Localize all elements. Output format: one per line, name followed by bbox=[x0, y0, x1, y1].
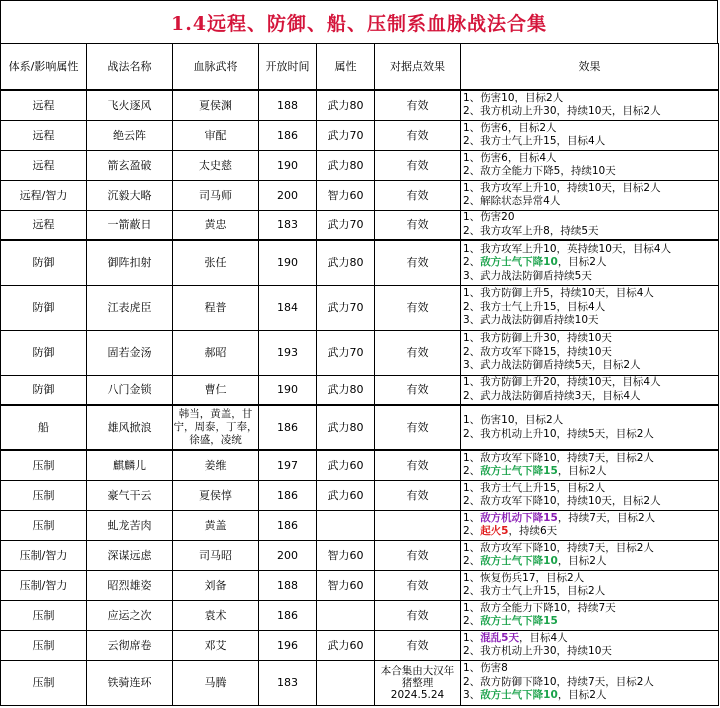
general-cell: 郝昭 bbox=[173, 330, 259, 375]
fort-effect-cell: 有效 bbox=[375, 480, 461, 510]
system-cell: 防御 bbox=[1, 330, 87, 375]
effect-line bbox=[463, 376, 718, 390]
open-time-cell: 184 bbox=[259, 285, 317, 330]
general-cell: 司马昭 bbox=[173, 540, 259, 570]
effect-line bbox=[463, 332, 718, 346]
effect-line bbox=[463, 645, 718, 659]
tactic-name-cell: 御阵扣射 bbox=[87, 240, 173, 285]
tactic-name-cell: 雄风掀浪 bbox=[87, 405, 173, 450]
effect-text: 1、我方攻军上升10，英持续10天，目标4人 bbox=[463, 242, 672, 255]
system-cell: 压制 bbox=[1, 480, 87, 510]
fort-effect-cell: 有效 bbox=[375, 570, 461, 600]
effect-highlight: 起火5 bbox=[480, 525, 509, 537]
attribute-cell: 武力60 bbox=[317, 480, 375, 510]
tactic-name-cell: 昭烈雄姿 bbox=[87, 570, 173, 600]
effect-text: 2、敌方攻军下降15，持续10天 bbox=[463, 345, 612, 358]
system-cell: 防御 bbox=[1, 285, 87, 330]
effect-text: 1、伤害20 bbox=[463, 211, 515, 224]
effect-line bbox=[463, 301, 718, 315]
system-cell: 防御 bbox=[1, 240, 87, 285]
table-row bbox=[1, 120, 719, 150]
effect-text: 3、 bbox=[463, 689, 481, 702]
table-row bbox=[1, 540, 719, 570]
table-row bbox=[1, 510, 719, 540]
effect-cell bbox=[461, 330, 719, 375]
effect-text: 1、伤害10，目标2人 bbox=[463, 414, 564, 426]
general-cell: 刘备 bbox=[173, 570, 259, 600]
table-row bbox=[1, 630, 719, 660]
table-row bbox=[1, 285, 719, 330]
fort-effect-cell bbox=[375, 510, 461, 540]
table-body bbox=[1, 90, 719, 705]
fort-effect-cell: 有效 bbox=[375, 450, 461, 480]
fort-effect-cell: 有效 bbox=[375, 90, 461, 120]
effect-text: 2、解除状态异常4人 bbox=[463, 195, 561, 207]
tactic-name-cell: 江表虎臣 bbox=[87, 285, 173, 330]
effect-cell bbox=[461, 540, 719, 570]
open-time-cell: 190 bbox=[259, 150, 317, 180]
fort-effect-cell: 有效 bbox=[375, 240, 461, 285]
effect-highlight: 敌方士气下降10 bbox=[480, 555, 558, 567]
system-cell: 远程 bbox=[1, 90, 87, 120]
fort-effect-cell: 有效 bbox=[375, 120, 461, 150]
effect-highlight: 敌方士气下降15 bbox=[480, 615, 558, 627]
system-cell: 压制 bbox=[1, 600, 87, 630]
effect-line bbox=[463, 662, 718, 676]
effect-highlight: 敌方士气下降10 bbox=[480, 689, 558, 702]
effect-line bbox=[463, 465, 718, 479]
general-cell: 审配 bbox=[173, 120, 259, 150]
effect-text: 1、 bbox=[463, 631, 481, 644]
general-cell: 太史慈 bbox=[173, 150, 259, 180]
fort-effect-cell: 有效 bbox=[375, 150, 461, 180]
general-cell: 程普 bbox=[173, 285, 259, 330]
tactic-name-cell: 云彻席卷 bbox=[87, 630, 173, 660]
fort-effect-cell: 有效 bbox=[375, 330, 461, 375]
effect-line bbox=[463, 314, 718, 328]
effect-text: 2、我方机动上升30，持续10天 bbox=[463, 645, 612, 657]
effect-text: 1、我方防御上升20，持续10天，目标4人 bbox=[463, 376, 661, 389]
effect-cell bbox=[461, 285, 719, 330]
general-cell: 曹仁 bbox=[173, 375, 259, 405]
system-cell: 压制 bbox=[1, 660, 87, 705]
system-cell: 压制 bbox=[1, 450, 87, 480]
system-cell: 压制 bbox=[1, 630, 87, 660]
general-cell: 马腾 bbox=[173, 660, 259, 705]
fort-effect-cell: 有效 bbox=[375, 630, 461, 660]
fort-effect-cell: 有效 bbox=[375, 375, 461, 405]
attribute-cell: 智力60 bbox=[317, 180, 375, 210]
effect-cell bbox=[461, 600, 719, 630]
effect-line bbox=[463, 414, 718, 428]
attribute-cell: 武力80 bbox=[317, 240, 375, 285]
effect-text: 2、我方士气上升15，目标4人 bbox=[463, 135, 606, 147]
open-time-cell: 186 bbox=[259, 480, 317, 510]
header-general: 血脉武将 bbox=[173, 44, 259, 91]
effect-text: 2、我方士气上升15，目标4人 bbox=[463, 300, 606, 313]
open-time-cell: 183 bbox=[259, 660, 317, 705]
general-cell: 夏侯惇 bbox=[173, 480, 259, 510]
general-cell: 黄忠 bbox=[173, 210, 259, 240]
tactic-name-cell: 虬龙苦肉 bbox=[87, 510, 173, 540]
effect-text: 2、敌方防御下降10，持续7天，目标2人 bbox=[463, 675, 654, 688]
effect-line bbox=[463, 152, 718, 166]
system-cell: 压制 bbox=[1, 510, 87, 540]
table-row bbox=[1, 375, 719, 405]
effect-line bbox=[463, 105, 718, 119]
effect-line bbox=[463, 225, 718, 239]
effect-text: 1、 bbox=[463, 511, 481, 524]
effect-cell bbox=[461, 405, 719, 450]
attribute-cell: 武力80 bbox=[317, 375, 375, 405]
header-row bbox=[1, 44, 719, 91]
table-row bbox=[1, 180, 719, 210]
effect-cell bbox=[461, 375, 719, 405]
effect-text: 2、 bbox=[463, 555, 481, 567]
effect-text: ，持续7天，目标2人 bbox=[557, 511, 656, 524]
effect-line bbox=[463, 182, 718, 196]
effect-line bbox=[463, 256, 718, 270]
effect-line bbox=[463, 585, 718, 599]
effect-line bbox=[463, 689, 718, 703]
system-cell: 压制/智力 bbox=[1, 540, 87, 570]
attribute-cell: 武力80 bbox=[317, 90, 375, 120]
effect-cell bbox=[461, 120, 719, 150]
table-row bbox=[1, 480, 719, 510]
effect-text: 1、伤害6，目标2人 bbox=[463, 121, 557, 134]
effect-cell bbox=[461, 480, 719, 510]
table-row bbox=[1, 450, 719, 480]
open-time-cell: 190 bbox=[259, 240, 317, 285]
effect-text: 2、我方攻军上升8，持续5天 bbox=[463, 224, 599, 237]
effect-text: 1、我方士气上升15，目标2人 bbox=[463, 481, 606, 494]
open-time-cell: 186 bbox=[259, 600, 317, 630]
tactic-name-cell: 飞火逐风 bbox=[87, 90, 173, 120]
effect-text: 2、我方机动上升30，持续10天，目标2人 bbox=[463, 105, 661, 118]
attribute-cell: 智力60 bbox=[317, 540, 375, 570]
open-time-cell: 186 bbox=[259, 510, 317, 540]
effect-text: 3、武力战法防御盾持续5天，目标2人 bbox=[463, 359, 641, 372]
table-row bbox=[1, 570, 719, 600]
tactic-name-cell: 应运之次 bbox=[87, 600, 173, 630]
effect-line bbox=[463, 92, 718, 106]
sheet-title: 1.4远程、防御、船、压制系血脉战法合集 bbox=[0, 0, 718, 43]
effect-line bbox=[463, 482, 718, 496]
effect-cell bbox=[461, 450, 719, 480]
tactic-name-cell: 固若金汤 bbox=[87, 330, 173, 375]
effect-line bbox=[463, 542, 718, 556]
effect-line bbox=[463, 287, 718, 301]
general-cell: 韩当，黄盖，甘宁，周泰，丁奉，徐盛，凌统 bbox=[173, 405, 259, 450]
effect-highlight: 敌方士气下降15 bbox=[480, 465, 558, 478]
table-row bbox=[1, 150, 719, 180]
effect-line bbox=[463, 165, 718, 179]
attribute-cell: 武力70 bbox=[317, 330, 375, 375]
tactic-name-cell: 沉毅大略 bbox=[87, 180, 173, 210]
effect-text: 2、 bbox=[463, 256, 481, 268]
effect-line bbox=[463, 211, 718, 225]
effect-line bbox=[463, 602, 718, 616]
attribute-cell bbox=[317, 600, 375, 630]
open-time-cell: 186 bbox=[259, 405, 317, 450]
table-row bbox=[1, 660, 719, 705]
open-time-cell: 188 bbox=[259, 90, 317, 120]
effect-line bbox=[463, 495, 718, 509]
table-row bbox=[1, 210, 719, 240]
tactics-table bbox=[0, 43, 719, 706]
effect-text: 1、敌方攻军下降10，持续7天，目标2人 bbox=[463, 451, 654, 464]
effect-text: 2、 bbox=[463, 525, 481, 537]
effect-line bbox=[463, 346, 718, 360]
table-row bbox=[1, 405, 719, 450]
effect-text: 1、敌方攻军下降10，持续7天，目标2人 bbox=[463, 541, 654, 554]
general-cell: 黄盖 bbox=[173, 510, 259, 540]
header-effect: 效果 bbox=[461, 44, 719, 91]
effect-text: 2、武力战法防御盾持续3天，目标4人 bbox=[463, 389, 641, 402]
effect-line bbox=[463, 122, 718, 136]
fort-effect-cell: 有效 bbox=[375, 180, 461, 210]
effect-text: 2、敌方攻军下降10，持续10天，目标2人 bbox=[463, 495, 661, 507]
effect-text: ，目标4人 bbox=[519, 631, 568, 644]
effect-cell bbox=[461, 150, 719, 180]
effect-highlight: 敌方机动下降15 bbox=[480, 511, 558, 524]
effect-line bbox=[463, 359, 718, 373]
effect-line bbox=[463, 555, 718, 569]
open-time-cell: 190 bbox=[259, 375, 317, 405]
system-cell: 远程 bbox=[1, 120, 87, 150]
table-row bbox=[1, 330, 719, 375]
effect-text: 1、恢复伤兵17，目标2人 bbox=[463, 571, 585, 584]
effect-text: 2、 bbox=[463, 465, 481, 478]
effect-line bbox=[463, 676, 718, 690]
effect-line bbox=[463, 452, 718, 466]
effect-highlight: 敌方士气下降10 bbox=[480, 256, 558, 268]
open-time-cell: 196 bbox=[259, 630, 317, 660]
header-system: 体系/影响属性 bbox=[1, 44, 87, 91]
fort-effect-cell: 有效 bbox=[375, 405, 461, 450]
attribute-cell bbox=[317, 510, 375, 540]
effect-text: ，目标2人 bbox=[557, 465, 607, 478]
effect-line bbox=[463, 135, 718, 149]
effect-line bbox=[463, 390, 718, 404]
effect-line bbox=[463, 615, 718, 629]
system-cell: 远程/智力 bbox=[1, 180, 87, 210]
attribute-cell: 武力80 bbox=[317, 150, 375, 180]
effect-text: 1、敌方全能力下降10，持续7天 bbox=[463, 601, 616, 614]
effect-text: 1、我方防御上升30，持续10天 bbox=[463, 332, 612, 345]
table-row bbox=[1, 90, 719, 120]
tactic-name-cell: 一箭蔽日 bbox=[87, 210, 173, 240]
effect-cell bbox=[461, 240, 719, 285]
system-cell: 远程 bbox=[1, 210, 87, 240]
general-cell: 袁术 bbox=[173, 600, 259, 630]
effect-cell bbox=[461, 510, 719, 540]
effect-line bbox=[463, 270, 718, 284]
system-cell: 远程 bbox=[1, 150, 87, 180]
attribute-cell: 武力70 bbox=[317, 210, 375, 240]
effect-cell bbox=[461, 90, 719, 120]
effect-text: 1、伤害10，目标2人 bbox=[463, 91, 564, 104]
tactic-name-cell: 麒麟儿 bbox=[87, 450, 173, 480]
open-time-cell: 197 bbox=[259, 450, 317, 480]
tactic-name-cell: 箭玄盈破 bbox=[87, 150, 173, 180]
effect-line bbox=[463, 525, 718, 539]
header-tactic-name: 战法名称 bbox=[87, 44, 173, 91]
general-cell: 司马师 bbox=[173, 180, 259, 210]
effect-text: ，目标2人 bbox=[557, 256, 607, 268]
fort-effect-cell: 有效 bbox=[375, 285, 461, 330]
effect-text: 2、 bbox=[463, 615, 481, 627]
effect-cell bbox=[461, 570, 719, 600]
general-cell: 张任 bbox=[173, 240, 259, 285]
general-cell: 夏侯渊 bbox=[173, 90, 259, 120]
open-time-cell: 188 bbox=[259, 570, 317, 600]
effect-text: 1、我方攻军上升10，持续10天，目标2人 bbox=[463, 181, 661, 194]
effect-line bbox=[463, 428, 718, 442]
effect-line bbox=[463, 512, 718, 526]
open-time-cell: 200 bbox=[259, 180, 317, 210]
attribute-cell: 武力70 bbox=[317, 120, 375, 150]
attribute-cell: 武力60 bbox=[317, 450, 375, 480]
effect-text: 2、我方机动上升10，持续5天，目标2人 bbox=[463, 427, 654, 440]
table-row bbox=[1, 240, 719, 285]
attribute-cell: 武力80 bbox=[317, 405, 375, 450]
attribute-cell: 武力70 bbox=[317, 285, 375, 330]
system-cell: 防御 bbox=[1, 375, 87, 405]
header-open-time: 开放时间 bbox=[259, 44, 317, 91]
general-cell: 姜维 bbox=[173, 450, 259, 480]
tactic-name-cell: 深谋远虑 bbox=[87, 540, 173, 570]
open-time-cell: 200 bbox=[259, 540, 317, 570]
effect-cell bbox=[461, 210, 719, 240]
tactic-name-cell: 绝云阵 bbox=[87, 120, 173, 150]
header-attribute: 属性 bbox=[317, 44, 375, 91]
open-time-cell: 193 bbox=[259, 330, 317, 375]
system-cell: 船 bbox=[1, 405, 87, 450]
effect-highlight: 混乱5天 bbox=[480, 631, 519, 644]
header-fort-effect: 对据点效果 bbox=[375, 44, 461, 91]
effect-line bbox=[463, 572, 718, 586]
effect-text: ，目标2人 bbox=[557, 689, 607, 702]
fort-effect-cell: 本合集由大汉年猪整理2024.5.24 bbox=[375, 660, 461, 705]
effect-line bbox=[463, 195, 718, 209]
open-time-cell: 186 bbox=[259, 120, 317, 150]
effect-line bbox=[463, 632, 718, 646]
effect-cell bbox=[461, 630, 719, 660]
tactic-name-cell: 铁骑连环 bbox=[87, 660, 173, 705]
effect-text: 2、敌方全能力下降5，持续10天 bbox=[463, 165, 616, 177]
fort-effect-cell: 有效 bbox=[375, 540, 461, 570]
tactic-name-cell: 八门金锁 bbox=[87, 375, 173, 405]
effect-text: 2、我方士气上升15，目标2人 bbox=[463, 585, 606, 597]
effect-text: ，目标2人 bbox=[557, 555, 607, 567]
effect-text: ，持续6天 bbox=[508, 525, 558, 537]
effect-text: 1、我方防御上升5，持续10天，目标4人 bbox=[463, 287, 654, 300]
effect-cell bbox=[461, 660, 719, 705]
effect-text: 1、伤害8 bbox=[463, 662, 508, 675]
attribute-cell: 智力60 bbox=[317, 570, 375, 600]
open-time-cell: 183 bbox=[259, 210, 317, 240]
tactic-name-cell: 豪气干云 bbox=[87, 480, 173, 510]
table-row bbox=[1, 600, 719, 630]
effect-text: 3、武力战法防御盾持续10天 bbox=[463, 314, 599, 327]
effect-text: 3、武力战法防御盾持续5天 bbox=[463, 269, 592, 282]
fort-effect-cell: 有效 bbox=[375, 210, 461, 240]
effect-cell bbox=[461, 180, 719, 210]
attribute-cell bbox=[317, 660, 375, 705]
fort-effect-cell: 有效 bbox=[375, 600, 461, 630]
system-cell: 压制/智力 bbox=[1, 570, 87, 600]
attribute-cell: 武力60 bbox=[317, 630, 375, 660]
effect-line bbox=[463, 243, 718, 257]
general-cell: 邓艾 bbox=[173, 630, 259, 660]
effect-text: 1、伤害6，目标4人 bbox=[463, 151, 557, 164]
